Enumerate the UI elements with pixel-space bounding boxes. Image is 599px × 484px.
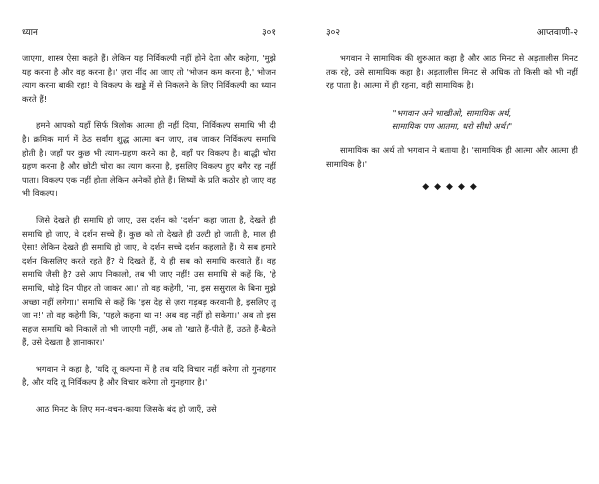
- left-page-header: [22, 26, 276, 42]
- verse-line-2: सामायिक पण आतमा, धरो सीधो अर्थ।": [391, 121, 513, 132]
- left-running-title: ध्यान: [22, 28, 38, 38]
- left-paragraph-1: जाएगा, शास्त्र ऐसा कहते हैं। लेकिन यह निर्विकल्पी नहीं होने देता और कहेगा, 'मुझे यह करना है और वह करना है।' ज़रा नींद आ जाए तो 'भोजन कम करना है,' भोजन त्याग करना बाकी रहा! ये विकल्प के खड्डे में से निकलने के लिए निर्विकल्पी का ध्यान करते हैं!: [22, 53, 276, 104]
- left-page: [22, 0, 276, 484]
- left-paragraph-4: भगवान ने कहा है, 'यदि तू कल्पना में है तब यदि विचार नहीं करेगा तो गुनहगार है, और यदि तू निर्विकल्प है और विचार करेगा तो गुनहगार है।': [22, 363, 276, 388]
- right-page-header: [326, 26, 578, 42]
- right-page: [326, 0, 578, 484]
- verse-quote: [326, 107, 578, 134]
- verse-line-1: "भगवान अने भाखीओ, सामायिक अर्थ,: [392, 107, 512, 118]
- left-paragraph-2: हमने आपको यहाँ सिर्फ त्रिलोक आत्मा ही नहीं दिया, निर्विकल्प समाधि भी दी है। क्रमिक मार्ग में ठेठ सर्वांग शुद्ध आत्मा बन जाए, तब जाकर निर्विकल्प समाधि होती है। जहाँ पर कुछ भी त्याग-ग्रहण करने का है, वहाँ पर विकल्प है। बाद्धी चोरा ग्रहण करना है और छोटी चोरा का त्याग करना है, इसलिए विकल्प हुए बगैर रह नहीं पाता। विकल्प एक नहीं होता लेकिन अनेकों होते हैं। शिष्यों के प्रति कठोर हो जाए वह भी विकल्प।: [22, 120, 276, 199]
- right-running-title: आप्तवाणी-२: [536, 28, 578, 38]
- left-paragraph-3: जिसे देखते ही समाधि हो जाए, उस दर्शन को 'दर्शन' कहा जाता है, देखते ही समाधि हो जाए, वे दर्शन सच्चे हैं। कुछ को तो देखते ही उल्टी हो जाती है, माल ही ऐसा! लेकिन देखते ही समाधि हो जाए, वे दर्शन सच्चे दर्शन कहलाते हैं। ये सब हमारे दर्शन किसलिए करते रहते हैं? ये दिखते हैं, ये ही सब को समाधि करवाते हैं। वह समाधि जैसी है? उसे आप निकालो, तब भी जाए नहीं! उस समाधि से कहें कि, 'हे समाधि, थोड़े दिन पीहर तो जाकर आ।' तो वह कहेगी, 'ना, इस ससुराल के बिना मुझे अच्छा नहीं लगेगा।' समाधि से कहें कि 'इस देह से ज़रा गड़बड़ करवानी है, इसलिए तू जा न!' तो वह कहेगी कि, 'पहले कहना था न! अब वह नहीं हो सकेगा।' अब तो इस सहज समाधि को निकालें तो भी जाएगी नहीं, अब तो 'खाते हैं-पीते हैं, उठते हैं-बैठते हैं, उसे देखता है ज्ञानाकार।': [22, 214, 276, 348]
- left-page-number: ३०१: [261, 28, 276, 38]
- right-page-number: ३०२: [326, 28, 341, 38]
- left-paragraph-5: आठ मिनट के लिए मन-वचन-काया जिसके बंद हो जाएँ, उसे: [36, 404, 217, 415]
- right-page-body: [326, 52, 578, 195]
- section-end-ornament: ◆◆◆◆◆: [422, 182, 482, 193]
- left-page-body: [22, 52, 276, 417]
- right-paragraph-2: सामायिक का अर्थ तो भगवान ने बताया है। 'सामायिक ही आत्मा और आत्मा ही सामायिक है।': [326, 144, 578, 169]
- right-paragraph-1: भगवान ने सामायिक की शुरुआत कहा है और आठ मिनट से अड़तालीस मिनट तक रहे, उसे सामायिक कहा है। अड़तालीस मिनट से अधिक तो किसी को भी नहीं रह पाता है। आत्मा में ही रहना, वही सामायिक है।: [326, 53, 578, 91]
